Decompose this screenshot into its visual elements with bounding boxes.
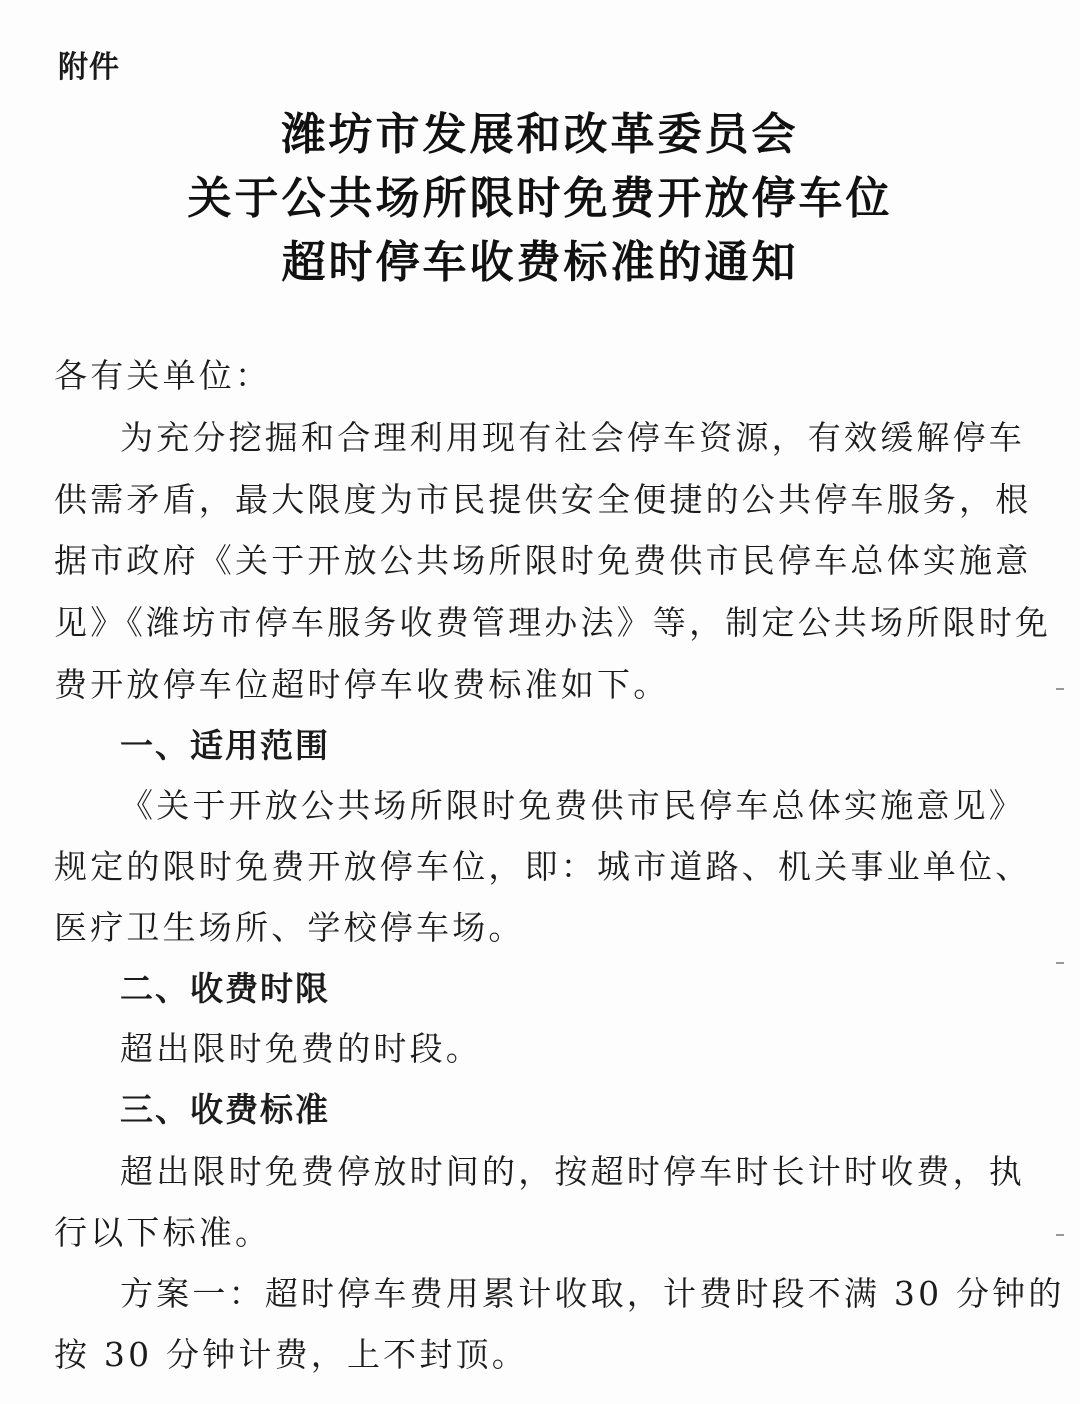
intro-line: 见》《潍坊市停车服务收费管理办法》等，制定公共场所限时免 (54, 603, 1052, 642)
scan-speck (1056, 962, 1064, 964)
section-3-line: 超出限时免费停放时间的，按超时停车时长计时收费，执 (120, 1152, 1025, 1191)
document-title-line-1: 潍坊市发展和改革委员会 (281, 109, 799, 160)
section-2-heading: 二、收费时限 (120, 969, 330, 1008)
section-3-heading: 三、收费标准 (120, 1090, 330, 1129)
salutation: 各有关单位： (54, 356, 272, 395)
attachment-label: 附件 (58, 50, 120, 85)
section-1-line: 《关于开放公共场所限时免费供市民停车总体实施意见》 (120, 786, 1025, 825)
intro-line: 费开放停车位超时停车收费标准如下。 (54, 665, 670, 704)
section-1-line: 规定的限时免费开放停车位，即：城市道路、机关事业单位、 (54, 847, 1032, 886)
intro-line: 为充分挖掘和合理利用现有社会停车资源，有效缓解停车 (120, 418, 1025, 457)
plan-1-line: 方案一：超时停车费用累计收取，计费时段不满 30 分钟的 (120, 1274, 1065, 1313)
section-1-line: 医疗卫生场所、学校停车场。 (54, 908, 525, 947)
plan-1-line: 按 30 分钟计费，上不封顶。 (54, 1335, 528, 1374)
intro-line: 据市政府《关于开放公共场所限时免费供市民停车总体实施意 (54, 541, 1032, 580)
document-title-line-3: 超时停车收费标准的通知 (281, 237, 799, 288)
section-1-heading: 一、适用范围 (120, 726, 330, 765)
intro-line: 供需矛盾，最大限度为市民提供安全便捷的公共停车服务，根 (54, 480, 1032, 519)
scan-speck (1056, 688, 1064, 690)
section-2-line: 超出限时免费的时段。 (120, 1029, 482, 1068)
scan-speck (1056, 1234, 1064, 1236)
section-3-line: 行以下标准。 (54, 1213, 272, 1252)
document-title-line-2: 关于公共场所限时免费开放停车位 (187, 173, 893, 224)
